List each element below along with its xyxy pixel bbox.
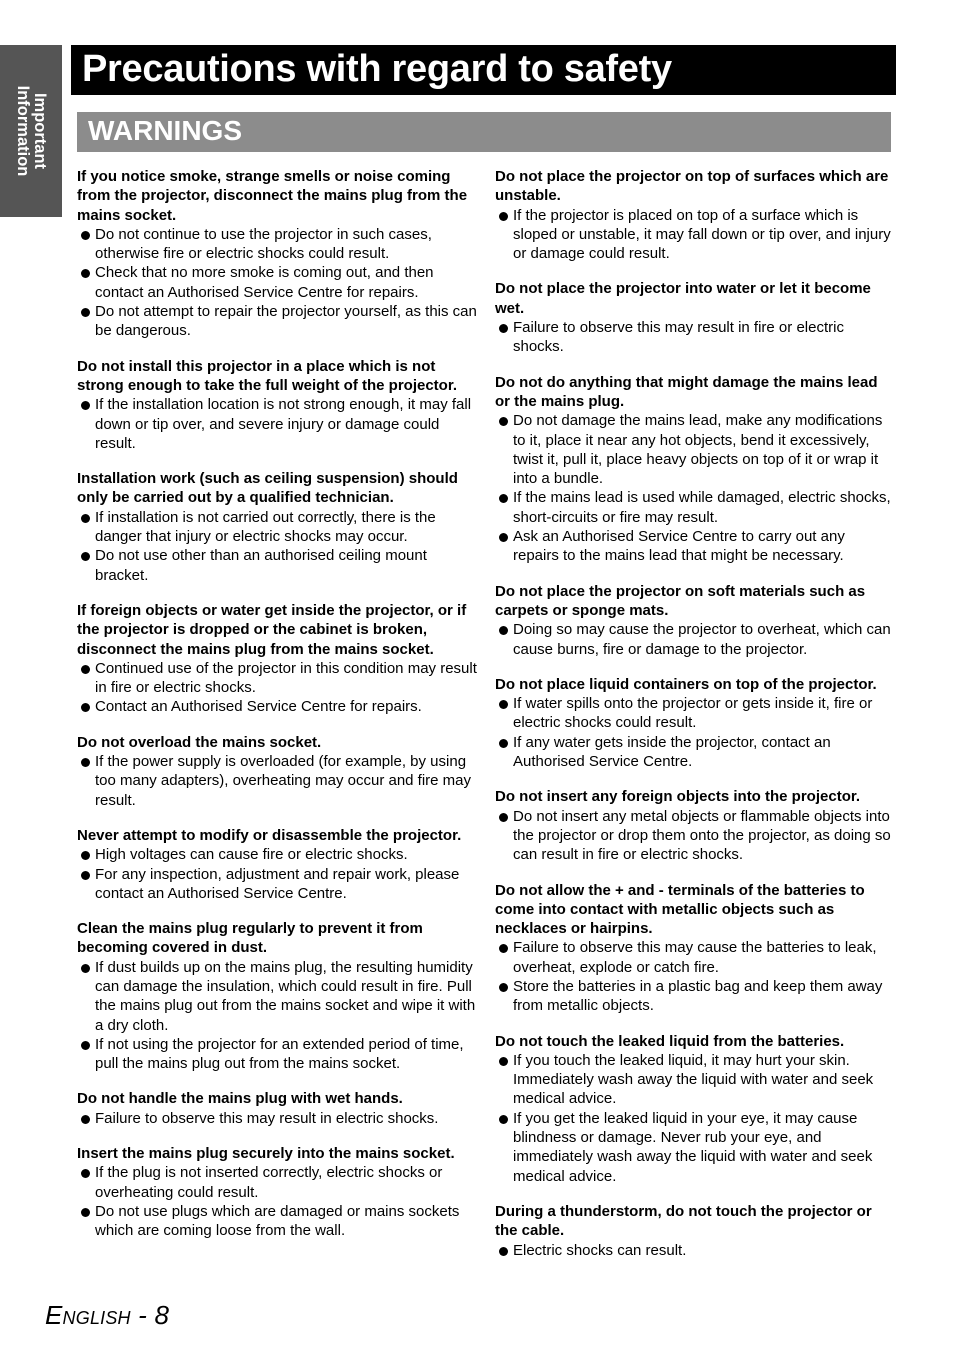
warning-bullet-item: Contact an Authorised Service Centre for repairs. (77, 697, 477, 716)
warning-bullet-item: Do not continue to use the projector in such cases, otherwise fire or electric shocks could result. (77, 225, 477, 264)
warning-heading: Do not do anything that might damage the mains lead or the mains plug. (495, 373, 878, 410)
warning-block (77, 167, 477, 341)
warning-bullet-item: High voltages can cause fire or electric shocks. (77, 845, 477, 864)
warning-block (77, 357, 477, 453)
warning-bullet-item: If the projector is placed on top of a surface which is sloped or unstable, it may fall down or tip over, and injury or damage could result. (495, 206, 891, 264)
warning-bullet-item: Do not attempt to repair the projector yourself, as this can be dangerous. (77, 302, 477, 341)
warning-bullet-list (495, 694, 891, 771)
warning-block (495, 167, 891, 263)
warning-heading: Do not touch the leaked liquid from the batteries. (495, 1032, 845, 1050)
warning-bullet-list (495, 411, 891, 565)
warning-bullet-item: Failure to observe this may result in fire or electric shocks. (495, 318, 891, 357)
warning-bullet-item: If installation is not carried out correctly, there is the danger that injury or electric shocks may occur. (77, 508, 477, 547)
warning-block (495, 1032, 891, 1186)
warning-bullet-item: If you touch the leaked liquid, it may hurt your skin. Immediately wash away the liquid with water and seek medical advice. (495, 1051, 891, 1109)
warning-block (495, 279, 891, 356)
warning-heading: Insert the mains plug securely into the mains socket. (77, 1145, 455, 1163)
left-column (77, 167, 477, 1257)
warning-bullet-item: Electric shocks can result. (495, 1241, 891, 1260)
page-title-bar (71, 45, 896, 95)
warning-bullet-list (77, 1109, 477, 1128)
warning-block (77, 733, 477, 810)
warning-block (77, 469, 477, 585)
warning-block (77, 1144, 477, 1240)
warning-bullet-item: If you get the leaked liquid in your eye, it may cause blindness or damage. Never rub your eye, and immediately wash away the liquid with water and seek medical advice. (495, 1109, 891, 1186)
warning-block (77, 1089, 477, 1128)
warning-bullet-list (495, 1241, 891, 1260)
warning-block (495, 1202, 891, 1260)
warning-bullet-item: Do not use plugs which are damaged or mains sockets which are coming loose from the wall. (77, 1202, 477, 1241)
warning-heading: If you notice smoke, strange smells or noise coming from the projector, disconnect the mains plug from the mains socket. (77, 168, 468, 224)
warning-bullet-list (495, 938, 891, 1015)
warning-bullet-list (495, 807, 891, 865)
warning-bullet-list (77, 752, 477, 810)
warning-bullet-list (77, 508, 477, 585)
section-title: WARNINGS (88, 115, 242, 146)
warning-bullet-list (77, 845, 477, 903)
warning-bullet-item: Ask an Authorised Service Centre to carry out any repairs to the mains lead that might be necessary. (495, 527, 891, 566)
warning-bullet-list (495, 206, 891, 264)
right-column (495, 167, 891, 1276)
warning-bullet-list (77, 958, 477, 1074)
warning-bullet-item: If the installation location is not strong enough, it may fall down or tip over, and severe injury or damage could result. (77, 395, 477, 453)
warning-bullet-list (77, 659, 477, 717)
warning-block (495, 582, 891, 659)
warning-heading: During a thunderstorm, do not touch the projector or the cable. (495, 1202, 872, 1240)
warning-heading: Clean the mains plug regularly to prevent it from becoming covered in dust. (77, 920, 423, 957)
warning-heading: Do not handle the mains plug with wet hands. (77, 1090, 403, 1108)
warning-block (77, 601, 477, 717)
warning-bullet-item: Do not insert any metal objects or flammable objects into the projector or drop them onto the projector, as doing so can result in fire or electric shocks. (495, 807, 891, 865)
warning-bullet-item: If the mains lead is used while damaged, electric shocks, short-circuits or fire may result. (495, 488, 891, 527)
warning-bullet-item: For any inspection, adjustment and repair work, please contact an Authorised Service Centre. (77, 865, 477, 904)
warning-bullet-list (77, 395, 477, 453)
warning-bullet-item: Continued use of the projector in this condition may result in fire or electric shocks. (77, 659, 477, 698)
warning-bullet-item: Do not use other than an authorised ceiling mount bracket. (77, 546, 477, 585)
warning-block (495, 881, 891, 1016)
warning-bullet-item: Failure to observe this may result in electric shocks. (77, 1109, 477, 1128)
warning-heading: Never attempt to modify or disassemble the projector. (77, 826, 462, 844)
warning-heading: Do not insert any foreign objects into the projector. (495, 788, 861, 806)
warning-bullet-item: Store the batteries in a plastic bag and keep them away from metallic objects. (495, 977, 891, 1016)
warning-bullet-item: If any water gets inside the projector, contact an Authorised Service Centre. (495, 733, 891, 772)
warning-heading: Do not place the projector on top of surfaces which are unstable. (495, 168, 889, 205)
warning-bullet-item: If the power supply is overloaded (for example, by using too many adapters), overheating may occur and fire may result. (77, 752, 477, 810)
warning-bullet-item: If the plug is not inserted correctly, electric shocks or overheating could result. (77, 1163, 477, 1202)
warning-heading: Do not place the projector into water or let it become wet. (495, 280, 871, 317)
page-title: Precautions with regard to safety (82, 48, 672, 90)
warning-bullet-item: If not using the projector for an extended period of time, pull the mains plug out from the mains socket. (77, 1035, 477, 1074)
warning-bullet-list (77, 1163, 477, 1240)
section-header-bar (77, 112, 891, 152)
warning-bullet-item: If dust builds up on the mains plug, the resulting humidity can damage the insulation, which could result in fire. Pull the mains plug out from the mains socket and wipe it with a dry cloth. (77, 958, 477, 1035)
warning-block (495, 373, 891, 566)
warning-heading: Do not place the projector on soft materials such as carpets or sponge mats. (495, 582, 866, 619)
warning-bullet-list (495, 620, 891, 659)
page-number: English - 8 (45, 1300, 170, 1330)
warning-heading: Installation work (such as ceiling suspension) should only be carried out by a qualified technician. (77, 470, 458, 507)
warning-block (77, 826, 477, 903)
warning-bullet-list (495, 1051, 891, 1186)
warning-heading: Do not place liquid containers on top of the projector. (495, 675, 877, 693)
side-tab-label: Important Information (14, 85, 49, 177)
warning-bullet-item: Doing so may cause the projector to overheat, which can cause burns, fire or damage to the projector. (495, 620, 891, 659)
warning-bullet-list (495, 318, 891, 357)
side-section-tab (0, 45, 62, 217)
warning-bullet-list (77, 225, 477, 341)
warning-bullet-item: Check that no more smoke is coming out, and then contact an Authorised Service Centre for repairs. (77, 263, 477, 302)
warning-heading: Do not overload the mains socket. (77, 733, 322, 751)
warning-block (495, 787, 891, 864)
warning-heading: Do not allow the + and - terminals of the batteries to come into contact with metallic objects such as necklaces or hairpins. (495, 881, 865, 938)
warning-block (77, 919, 477, 1073)
warning-bullet-item: If water spills onto the projector or gets inside it, fire or electric shocks could result. (495, 694, 891, 733)
warning-bullet-item: Do not damage the mains lead, make any modifications to it, place it near any hot objects, bend it excessively, twist it, pull it, place heavy objects on top of it or wrap it into a bundle. (495, 411, 891, 488)
warning-block (495, 675, 891, 771)
warning-heading: If foreign objects or water get inside the projector, or if the projector is dropped or the cabinet is broken, disconnect the mains plug from the mains socket. (77, 601, 467, 658)
warning-bullet-item: Failure to observe this may cause the batteries to leak, overheat, explode or catch fire. (495, 938, 891, 977)
warning-heading: Do not install this projector in a place which is not strong enough to take the full weight of the projector. (77, 357, 458, 394)
